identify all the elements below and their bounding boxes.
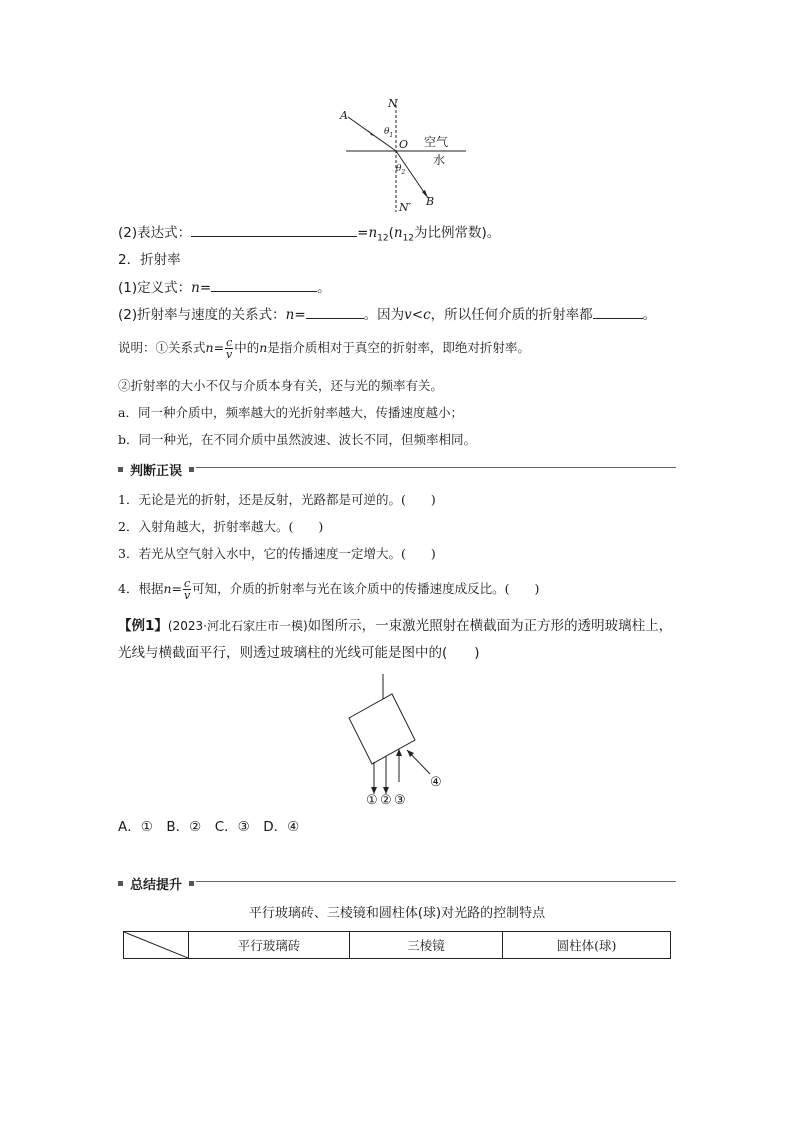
fraction-c-over-v: $\frac{c}{v}$: [226, 336, 233, 361]
diagonal-line: [124, 932, 188, 958]
speed-relation-line: (2)折射率与速度的关系式：n= 。因为v<c，所以任何介质的折射率都 。: [118, 307, 657, 323]
diagonal-header-cell: [124, 932, 189, 959]
judge-rule: [196, 467, 676, 468]
table-caption: 平行玻璃砖、三棱镜和圆柱体(球)对光路的控制特点: [248, 906, 546, 921]
judge-item-2: 2．入射角越大，折射率越大。( ): [118, 519, 324, 534]
summary-rule: [196, 881, 676, 882]
judge-heading: 判断正误: [118, 460, 194, 479]
note-b: b．同一种光，在不同介质中虽然波速、波长不同，但频率相同。: [118, 432, 477, 447]
label-N: N: [388, 97, 398, 110]
blank-greater[interactable]: [593, 305, 643, 319]
summary-heading: 总结提升: [118, 874, 194, 893]
label-N-prime: N′: [399, 201, 412, 214]
label-B: B: [426, 195, 435, 208]
ray-label-1: ①: [366, 793, 378, 808]
summary-table: [123, 931, 671, 959]
fraction-c-over-v: $\frac{c}{v}$: [183, 577, 191, 602]
blank-expression[interactable]: [191, 223, 357, 237]
expression-line: (2)表达式： $=n_{12}(n_{12}$为比例常数)。: [118, 225, 501, 244]
ray-label-2: ②: [380, 793, 392, 808]
bullet-square-icon: [189, 467, 194, 472]
label-O: O: [399, 138, 409, 151]
note-1: 说明：①关系式n= $\frac{c}{v}$ 中的n是指介质相对于真空的折射率，即绝对折射率。: [118, 336, 530, 361]
bullet-square-icon: [118, 467, 123, 472]
blank-definition[interactable]: [211, 278, 317, 292]
example-line-2: 光线与横截面平行，则透过玻璃柱的光线可能是图中的( ): [118, 645, 480, 661]
label-water: 水: [433, 153, 446, 167]
blank-speed[interactable]: [306, 305, 364, 319]
note-a: a．同一种介质中，频率越大的光折射率越大，传播速度越小；: [118, 405, 463, 420]
ray-label-3: ③: [394, 793, 406, 808]
header-parallel-glass: 平行玻璃砖: [189, 932, 350, 959]
ray-label-4: ④: [430, 775, 442, 790]
header-cylinder: 圆柱体(球): [503, 932, 671, 959]
label-A: A: [340, 109, 348, 122]
header-prism: 三棱镜: [350, 932, 503, 959]
label-theta2: $\theta_2$: [396, 164, 406, 176]
glass-prism-diagram: [340, 670, 460, 800]
judge-item-1: 1．无论是光的折射，还是反射，光路都是可逆的。( ): [118, 492, 436, 507]
bullet-square-icon: [189, 881, 194, 886]
judge-item-4: 4．根据n= $\frac{c}{v}$ 可知，介质的折射率与光在该介质中的传播速度成反比。( ): [118, 577, 540, 602]
example-line-1: 【例1】(2023·河北石家庄市一模)如图所示，一束激光照射在横截面为正方形的透明玻璃柱上，: [118, 618, 673, 634]
definition-line: (1)定义式：n= 。: [118, 280, 331, 296]
table-header-row: [124, 932, 671, 959]
label-theta1: $\theta_1$: [384, 127, 394, 139]
answer-options: A．① B．② C．③ D．④: [118, 819, 300, 835]
judge-item-3: 3．若光从空气射入水中，它的传播速度一定增大。( ): [118, 546, 436, 561]
bullet-square-icon: [118, 881, 123, 886]
label-air: 空气: [424, 135, 449, 149]
note-2: ②折射率的大小不仅与介质本身有关，还与光的频率有关。: [118, 378, 444, 393]
section-refractive-index: 2．折射率: [118, 252, 181, 268]
